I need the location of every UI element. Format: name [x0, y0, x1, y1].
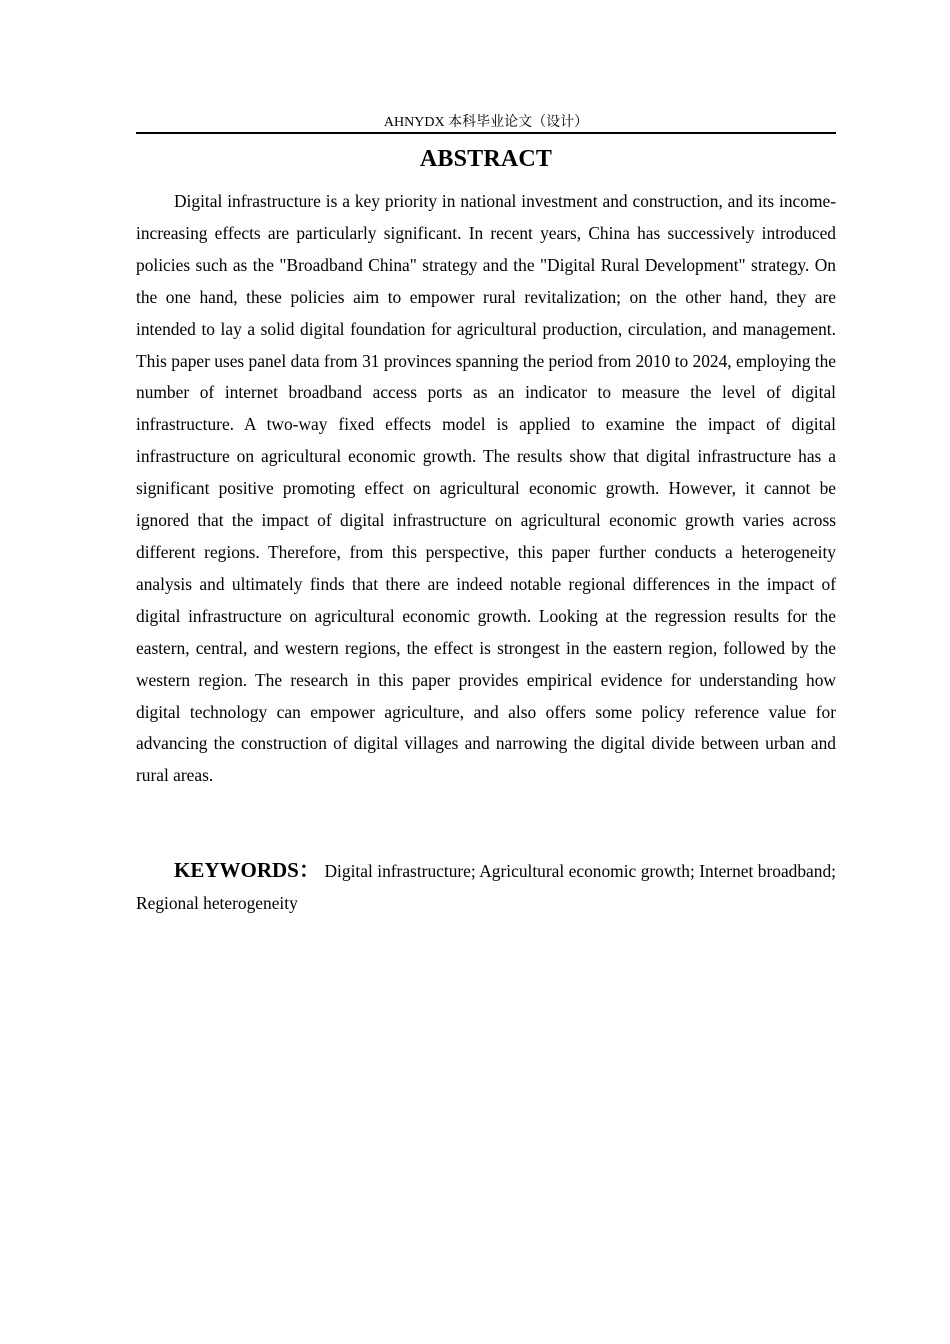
abstract-title: ABSTRACT: [419, 146, 553, 172]
keywords-label: KEYWORDS：: [174, 858, 321, 882]
keywords-paragraph: [136, 855, 836, 920]
running-header: AHNYDX 本科毕业论文（设计）: [383, 115, 589, 130]
abstract-body: Digital infrastructure is a key priority in national investment and construction, and its income-increasing effects are particularly significant. In recent years, China has successively introduced policies such as the "Broadband China" strategy and the "Digital Rural Development" strategy. On the one hand, these policies aim to empower rural revitalization; on the other hand, they are intended to lay a solid digital foundation for agricultural production, circulation, and management. This paper uses panel data from 31 provinces spanning the period from 2010 to 2024, employing the number of internet broadband access ports as an indicator to measure the level of digital infrastructure. A two-way fixed effects model is applied to examine the impact of digital infrastructure on agricultural economic growth. The results show that digital infrastructure has a significant positive promoting effect on agricultural economic growth. However, it cannot be ignored that the impact of digital infrastructure on agricultural economic growth varies across different regions. Therefore, from this perspective, this paper further conducts a heterogeneity analysis and ultimately finds that there are indeed notable regional differences in the impact of digital infrastructure on agricultural economic growth. Looking at the regression results for the eastern, central, and western regions, the effect is strongest in the eastern region, followed by the western region. The research in this paper provides empirical evidence for understanding how digital technology can empower agriculture, and also offers some policy reference value for advancing the construction of digital villages and narrowing the digital divide between urban and rural areas.: [136, 191, 836, 786]
keywords-text: Digital infrastructure; Agricultural economic growth; Internet broadband; Regional heterogeneity: [136, 861, 836, 913]
header-rule: [136, 132, 836, 134]
